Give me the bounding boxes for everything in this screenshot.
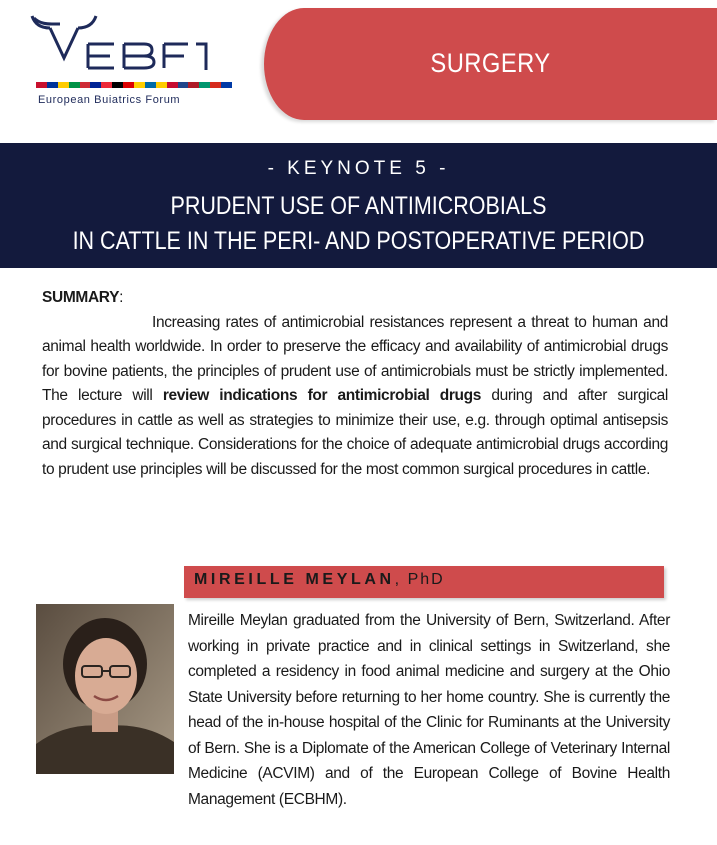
speaker-photo	[36, 604, 174, 774]
keynote-title-line-1: PRUDENT USE OF ANTIMICROBIALS	[170, 192, 547, 220]
keynote-title-line-2: IN CATTLE IN THE PERI- AND POSTOPERATIVE PERIOD	[72, 227, 645, 255]
ebf-logo-mark	[30, 14, 230, 78]
summary-colon: :	[119, 289, 124, 306]
summary-text	[42, 311, 668, 483]
speaker-name-bar	[184, 566, 664, 598]
summary-text-bold: review indications for antimicrobial drugs	[162, 387, 482, 404]
speaker-portrait-image	[36, 604, 174, 774]
speaker-name	[194, 571, 445, 589]
speaker-degree: , PhD	[394, 571, 445, 588]
speaker-full-name: MIREILLE MEYLAN	[194, 571, 395, 588]
summary-heading-row	[42, 286, 668, 311]
summary-section	[42, 286, 668, 482]
keynote-label: - KEYNOTE 5 -	[267, 158, 450, 179]
summary-heading: SUMMARY	[42, 289, 120, 306]
section-banner	[264, 8, 717, 120]
section-title: SURGERY	[430, 48, 551, 78]
flag-strip	[36, 82, 232, 88]
keynote-title	[50, 189, 667, 259]
ebf-logo	[30, 14, 260, 114]
page-header	[0, 0, 717, 143]
logo-caption: European Buiatrics Forum	[38, 94, 181, 106]
speaker-bio: Mireille Meylan graduated from the University of Bern, Switzerland. After working in private practice and in clinical settings in Switzerland, she completed a residency in food animal medicine and surgery at the Ohio State University before returning to her home country. She is currently the head of the in-house hospital of the Clinic for Ruminants at the University of Bern. She is a Diplomate of the American College of Veterinary Internal Medicine (ACVIM) and of the European College of Bovine Health Management (ECBHM).	[188, 612, 670, 808]
keynote-band	[0, 143, 717, 268]
summary-text-part-2: during and after surgical procedures in cattle as well as strategies to minimize their use, e.g. through optimal antisepsis and surgical technique. Considerations for the choice of adequate antimicrobial drugs according to prudent use principles will be discussed for the most common surgical procedures in cattle.	[42, 387, 668, 478]
summary-text-part-1: Increasing rates of antimicrobial resistances represent a threat to human and animal health worldwide. In order to preserve the efficacy and availability of antimicrobial drugs for bovine patients, the principles of prudent use of antimicrobials must be strictly implemented. The lecture will	[42, 313, 668, 404]
